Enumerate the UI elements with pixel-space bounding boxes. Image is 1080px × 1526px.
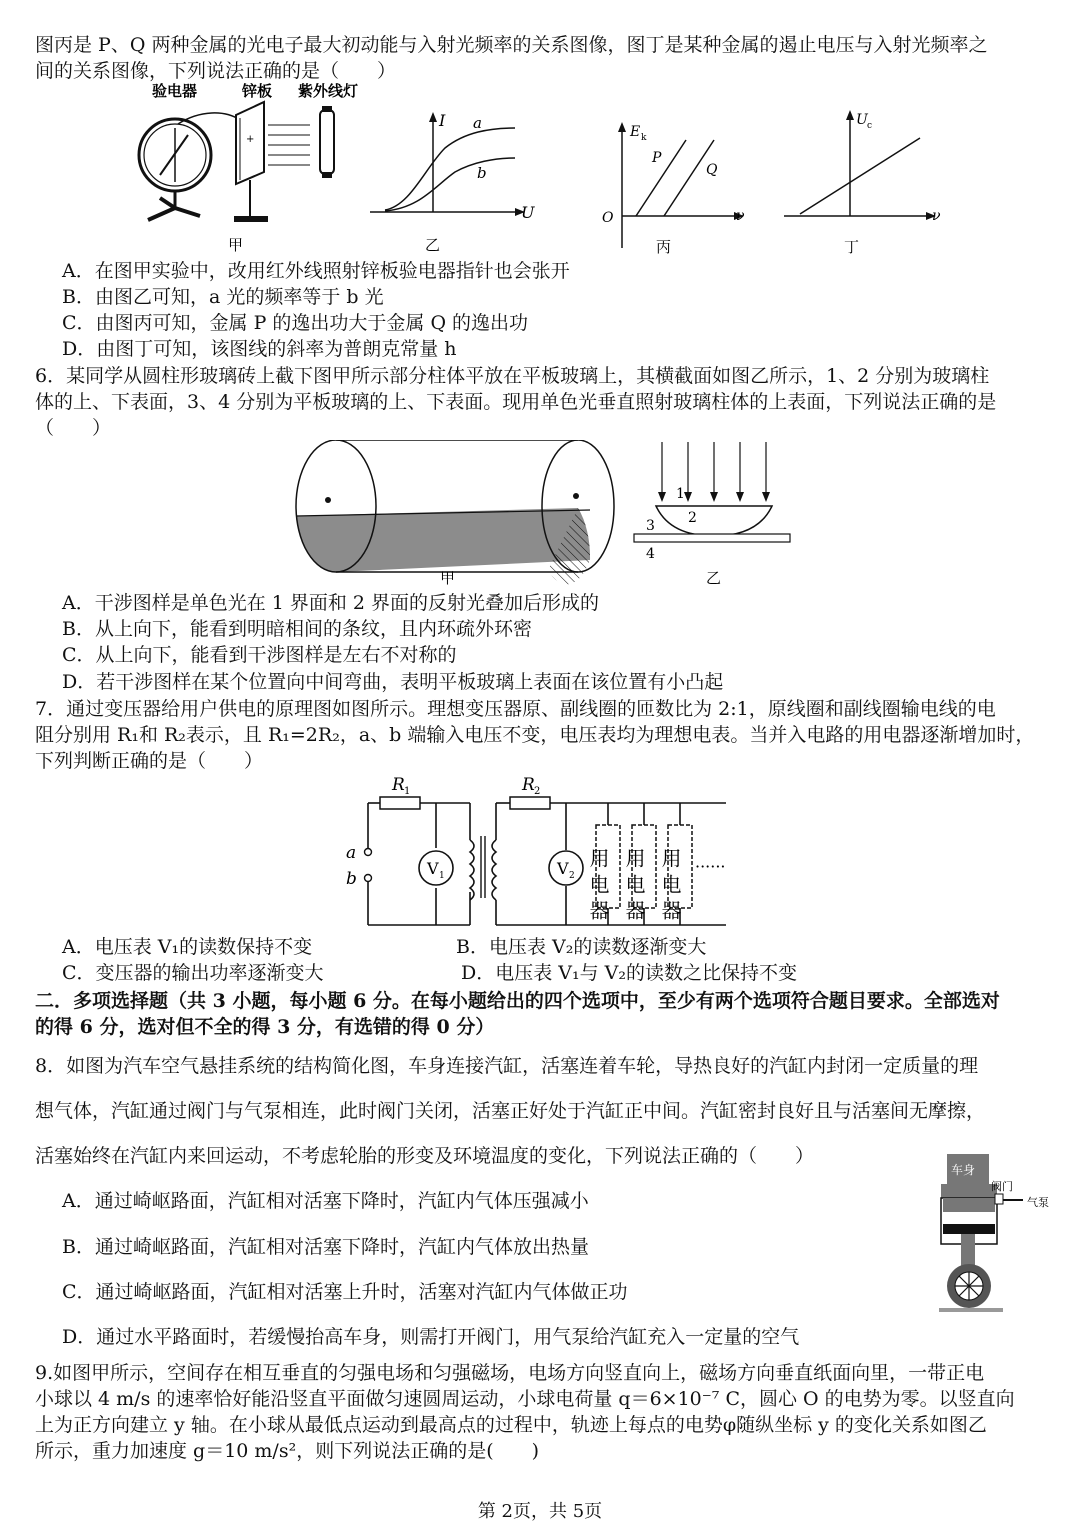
q5-figure-jia bbox=[130, 80, 360, 260]
svg-text:+: + bbox=[246, 134, 255, 145]
caption-ding: 丁 bbox=[844, 238, 860, 256]
label-4: 4 bbox=[646, 546, 655, 562]
q5-figure-bing bbox=[598, 118, 758, 258]
q5-option-a[interactable]: A．在图甲实验中，改用红外线照射锌板验电器指针也会张开 bbox=[62, 260, 570, 282]
line-q-label: Q bbox=[706, 162, 718, 178]
more-devices-dots: ······ bbox=[695, 857, 726, 876]
section2-heading-line1: 二．多项选择题（共 3 小题，每小题 6 分。在每小题给出的四个选项中，至少有两个选项符合题目要求。全部选对 bbox=[35, 990, 1000, 1012]
q8-stem-line1: 8．如图为汽车空气悬挂系统的结构简化图，车身连接汽缸，活塞连着车轮，导热良好的汽缸内封闭一定质量的理 bbox=[35, 1055, 979, 1077]
q5-stem-line1: 图丙是 P、Q 两种金属的光电子最大初动能与入射光频率的关系图像，图丁是某种金属的遏止电压与入射光频率之 bbox=[35, 34, 988, 56]
q8-suspension-figure bbox=[935, 1150, 1060, 1315]
device-2 bbox=[622, 825, 656, 926]
electroscope-label: 验电器 bbox=[152, 82, 198, 100]
valve-label: 阀门 bbox=[991, 1180, 1013, 1193]
q7-circuit-figure bbox=[340, 770, 740, 930]
q5-option-b[interactable]: B．由图乙可知，a 光的频率等于 b 光 bbox=[62, 286, 384, 308]
q7-stem-line1: 7．通过变压器给用户供电的原理图如图所示。理想变压器原、副线圈的匝数比为 2:1，原线圈和副线圈输电线的电 bbox=[35, 698, 996, 720]
line-p-label: P bbox=[652, 150, 662, 166]
q8-option-a[interactable]: A．通过崎岖路面，汽缸相对活塞下降时，汽缸内气体压强减小 bbox=[62, 1190, 589, 1212]
axis-uc-label: U bbox=[856, 112, 868, 128]
svg-text:用电器: 用电器 bbox=[586, 848, 610, 926]
svg-text:用电器: 用电器 bbox=[658, 848, 682, 926]
r1-label: R bbox=[392, 775, 405, 795]
q9-stem-line4: 所示，重力加速度 g＝10 m/s²，则下列说法正确的是( ) bbox=[35, 1440, 540, 1462]
curve-a-label: a bbox=[473, 114, 482, 132]
zinc-plate-label: 锌板 bbox=[242, 82, 273, 100]
q5-figure-yi bbox=[365, 108, 540, 258]
terminal-b-label: b bbox=[346, 869, 357, 889]
q6-figure-jia bbox=[288, 440, 618, 590]
label-2: 2 bbox=[688, 510, 697, 526]
axis-nu-label: ν bbox=[736, 208, 745, 224]
q7-option-c[interactable]: C．变压器的输出功率逐渐变大 bbox=[62, 962, 324, 984]
axis-i-label: I bbox=[439, 111, 446, 130]
axis-u-label: U bbox=[521, 203, 535, 222]
origin-label: O bbox=[602, 210, 614, 226]
q6-stem-line3: （ ） bbox=[35, 417, 112, 439]
label-1: 1 bbox=[676, 486, 685, 502]
section2-heading-line2: 的得 6 分，选对但不全的得 3 分，有选错的得 0 分） bbox=[35, 1016, 495, 1038]
terminal-a-label: a bbox=[346, 843, 357, 863]
r2-sub: 2 bbox=[534, 786, 541, 797]
q8-stem-line3: 活塞始终在汽缸内来回运动，不考虑轮胎的形变及环境温度的变化，下列说法正确的（ ） bbox=[35, 1145, 815, 1167]
curve-b-label: b bbox=[477, 164, 487, 182]
q9-stem-line3: 上为正方向建立 y 轴。在小球从最低点运动到最高点的过程中，轨迹上每点的电势φ随纵坐标 y 的变化关系如图乙 bbox=[35, 1414, 987, 1436]
q7-option-b[interactable]: B．电压表 V₂的读数逐渐变大 bbox=[456, 936, 707, 958]
q8-option-b[interactable]: B．通过崎岖路面，汽缸相对活塞下降时，汽缸内气体放出热量 bbox=[62, 1236, 589, 1258]
v1-label: V bbox=[427, 859, 439, 878]
caption-bing: 丙 bbox=[656, 238, 672, 256]
q7-stem-line2: 阻分别用 R₁和 R₂表示，且 R₁=2R₂，a、b 端输入电压不变，电压表均为理想电表。当并入电路的用电器逐渐增加时， bbox=[35, 724, 1035, 746]
v2-sub: 2 bbox=[569, 871, 575, 881]
caption-q6-jia: 甲 bbox=[440, 569, 456, 587]
q8-option-c[interactable]: C．通过崎岖路面，汽缸相对活塞上升时，活塞对汽缸内气体做正功 bbox=[62, 1281, 628, 1303]
pump-label: 气泵 bbox=[1027, 1196, 1049, 1209]
q8-option-d[interactable]: D．通过水平路面时，若缓慢抬高车身，则需打开阀门，用气泵给汽缸充入一定量的空气 bbox=[62, 1326, 800, 1348]
q6-stem-line1: 6．某同学从圆柱形玻璃砖上截下图甲所示部分柱体平放在平板玻璃上，其横截面如图乙所示，1、2 分别为玻璃柱 bbox=[35, 365, 990, 387]
r1-sub: 1 bbox=[404, 786, 411, 797]
q6-option-a[interactable]: A．干涉图样是单色光在 1 界面和 2 界面的反射光叠加后形成的 bbox=[62, 592, 600, 614]
v1-sub: 1 bbox=[439, 871, 445, 881]
caption-jia: 甲 bbox=[228, 236, 244, 254]
q7-option-a[interactable]: A．电压表 V₁的读数保持不变 bbox=[62, 936, 313, 958]
q9-stem-line1: 9.如图甲所示，空间存在相互垂直的匀强电场和匀强磁场，电场方向竖直向上，磁场方向垂直纸面向里，一带正电 bbox=[35, 1362, 985, 1384]
svg-text:用电器: 用电器 bbox=[622, 848, 646, 926]
caption-yi: 乙 bbox=[425, 236, 441, 254]
label-3: 3 bbox=[646, 518, 655, 534]
axis-ek-label: E bbox=[630, 124, 641, 140]
page-footer: 第 2页，共 5页 bbox=[477, 1501, 603, 1522]
q9-stem-line2: 小球以 4 m/s 的速率恰好能沿竖直平面做匀速圆周运动，小球电荷量 q＝6×10⁻⁷ C，圆心 O 的电势为零。以竖直向 bbox=[35, 1388, 1015, 1410]
v2-label: V bbox=[557, 859, 569, 878]
q6-stem-line2: 体的上、下表面，3、4 分别为平板玻璃的上、下表面。现用单色光垂直照射玻璃柱体的上表面，下列说法正确的是 bbox=[35, 391, 997, 413]
q6-option-c[interactable]: C．从上向下，能看到干涉图样是左右不对称的 bbox=[62, 644, 457, 666]
q6-figure-yi bbox=[628, 440, 798, 590]
axis-nu-label-ding: ν bbox=[932, 208, 941, 224]
axis-uc-sub: c bbox=[867, 121, 873, 131]
q5-stem-line2: 间的关系图像，下列说法正确的是（ ） bbox=[35, 60, 397, 82]
axis-ek-sub: k bbox=[641, 133, 647, 143]
q7-stem-line3: 下列判断正确的是（ ） bbox=[35, 750, 264, 772]
caption-q6-yi: 乙 bbox=[706, 569, 722, 587]
q6-option-d[interactable]: D．若干涉图样在某个位置向中间弯曲，表明平板玻璃上表面在该位置有小凸起 bbox=[62, 671, 724, 693]
car-body-label: 车身 bbox=[951, 1163, 976, 1177]
q5-figure-ding bbox=[780, 106, 950, 256]
q6-option-b[interactable]: B．从上向下，能看到明暗相间的条纹，且内环疏外环密 bbox=[62, 618, 532, 640]
q8-stem-line2: 想气体，汽缸通过阀门与气泵相连，此时阀门关闭，活塞正好处于汽缸正中间。汽缸密封良好且与活塞间无摩擦， bbox=[35, 1100, 986, 1122]
uv-lamp-label: 紫外线灯 bbox=[298, 82, 359, 100]
q5-option-d[interactable]: D．由图丁可知，该图线的斜率为普朗克常量 h bbox=[62, 338, 457, 360]
device-1 bbox=[586, 825, 620, 926]
r2-label: R bbox=[522, 775, 535, 795]
q5-option-c[interactable]: C．由图丙可知，金属 P 的逸出功大于金属 Q 的逸出功 bbox=[62, 312, 529, 334]
device-3 bbox=[658, 825, 692, 926]
q7-option-d[interactable]: D．电压表 V₁与 V₂的读数之比保持不变 bbox=[461, 962, 797, 984]
